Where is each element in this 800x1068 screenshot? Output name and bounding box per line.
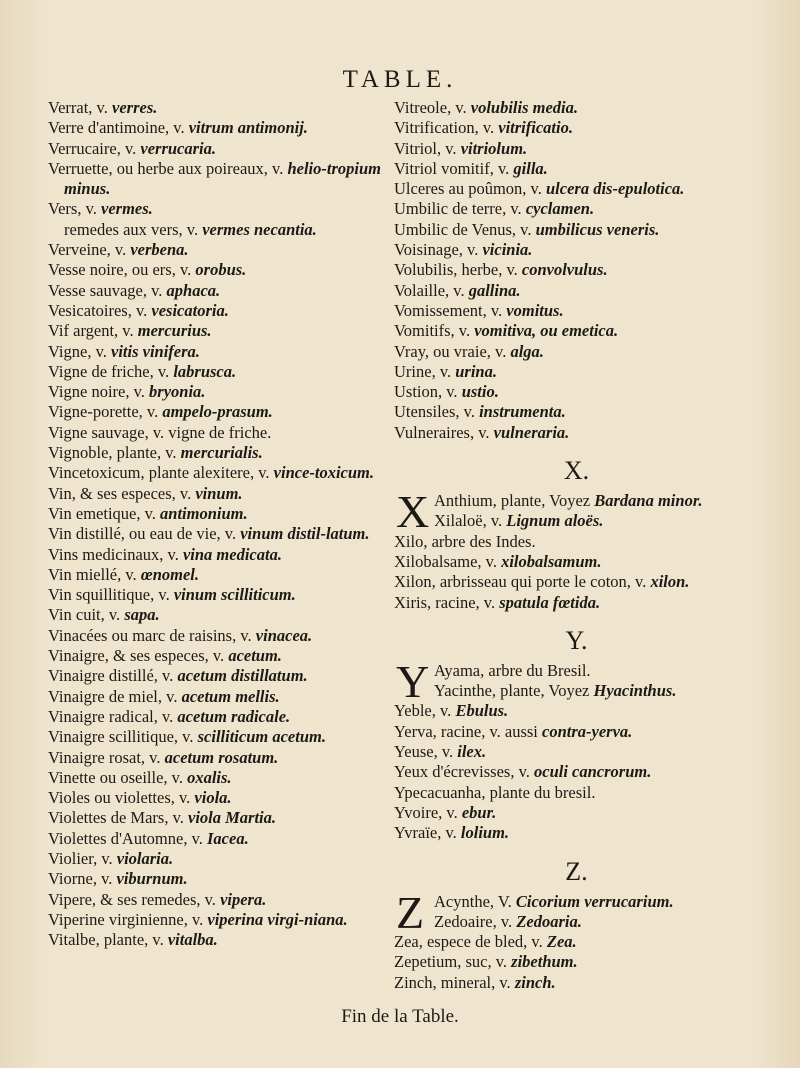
entry-text: Verruette, ou herbe aux poireaux, v. (48, 158, 288, 178)
entry-text: Vulneraires, v. (394, 422, 494, 442)
index-entry (48, 463, 388, 483)
index-entry (48, 748, 388, 768)
index-entry (434, 681, 739, 701)
entry-text: Yerva, racine, v. aussi (394, 721, 543, 741)
entry-latin-term: zinch. (514, 972, 556, 992)
entry-text: Acynthe, V. (434, 891, 516, 911)
page-title: TABLE. (342, 66, 458, 93)
entry-latin-term: vermes. (101, 199, 153, 219)
entry-text: Vigne-porette, v. (48, 402, 163, 422)
entry-latin-term: acetum rosatum. (164, 747, 279, 767)
entry-text: Zinch, mineral, v. (394, 972, 515, 992)
entry-latin-term: verrucaria. (140, 138, 217, 158)
index-entry (48, 443, 388, 463)
entry-latin-term: cyclamen. (525, 199, 595, 219)
index-entry (48, 321, 388, 341)
index-entry (394, 402, 739, 422)
index-entry (48, 220, 388, 240)
entry-latin-term: vitrum antimonij. (188, 118, 308, 138)
index-entry (394, 593, 739, 613)
entry-text: Ypecacuanha, plante du bresil. (394, 782, 596, 802)
index-entry (48, 504, 388, 524)
entry-text: Vitriol vomitif, v. (394, 158, 514, 178)
entry-latin-term: helio-tropium minus. (64, 158, 381, 199)
entry-text: Vin distillé, ou eau de vie, v. (48, 524, 241, 544)
entry-text: Yvraïe, v. (394, 823, 461, 843)
index-entry (48, 423, 388, 443)
index-entry (48, 930, 388, 950)
entry-text: Vinette ou oseille, v. (48, 767, 188, 787)
index-entry (434, 491, 739, 511)
entry-text: Viorne, v. (48, 869, 117, 889)
entry-text: Utensiles, v. (394, 402, 480, 422)
entry-text: Vin squillitique, v. (48, 585, 174, 605)
entry-text: Yeuse, v. (394, 742, 458, 762)
entry-text: Anthium, plante, Voyez (434, 491, 595, 511)
entry-text: Vincetoxicum, plante alexitere, v. (48, 463, 274, 483)
entry-latin-term: umbilicus veneris. (535, 219, 660, 239)
entry-text: Vinaigre, & ses especes, v. (48, 646, 229, 666)
entry-text: Yeble, v. (394, 701, 456, 721)
entry-latin-term: vince-toxicum. (273, 463, 375, 483)
entry-latin-term: viperina virgi-niana. (207, 909, 348, 929)
entry-latin-term: ebur. (461, 802, 497, 822)
index-entry (394, 823, 739, 843)
entry-text: Vigne noire, v. (48, 382, 150, 402)
index-entry (48, 118, 388, 138)
entry-latin-term: volubilis media. (470, 98, 578, 117)
entry-latin-term: antimonium. (160, 503, 248, 523)
index-entry (394, 159, 739, 179)
index-entry (48, 626, 388, 646)
entry-text: Volubilis, herbe, v. (394, 260, 522, 280)
index-column-left (48, 98, 388, 950)
entry-text: Violes ou violettes, v. (48, 788, 195, 808)
entry-latin-term: alga. (510, 341, 544, 361)
entry-text: Xilo, arbre des Indes. (394, 531, 536, 551)
entry-latin-term: vermes necantia. (202, 219, 317, 239)
index-entry (48, 382, 388, 402)
entry-text: Vin cuit, v. (48, 605, 125, 625)
entry-text: Vitalbe, plante, v. (48, 930, 168, 950)
section-y-entries (394, 655, 739, 844)
entry-text: Urine, v. (394, 361, 456, 381)
entry-text: Vomitifs, v. (394, 321, 475, 341)
entry-text: Ayama, arbre du Bresil. (434, 660, 591, 680)
entry-latin-term: mercurius. (137, 321, 212, 341)
index-entry (394, 742, 739, 762)
entry-latin-term: Bardana minor. (594, 491, 703, 511)
index-entry (48, 484, 388, 504)
entry-text: Zedoaire, v. (434, 911, 517, 931)
index-entry (48, 829, 388, 849)
entry-latin-term: convolvulus. (521, 260, 608, 280)
entry-latin-term: Zea. (546, 932, 577, 952)
entry-latin-term: acetum mellis. (181, 686, 280, 706)
index-entry (394, 932, 739, 952)
entry-latin-term: contra-yerva. (542, 721, 633, 741)
entry-text: Vitreole, v. (394, 98, 471, 117)
index-entry (394, 179, 739, 199)
index-column-right (394, 98, 739, 993)
index-entry (48, 910, 388, 930)
index-entry (48, 159, 388, 200)
entry-text: Vinaigre scillitique, v. (48, 727, 198, 747)
index-entry (394, 301, 739, 321)
entry-latin-term: œnomel. (140, 564, 200, 584)
entry-text: Vigne de friche, v. (48, 361, 174, 381)
entry-latin-term: vina medicata. (182, 544, 282, 564)
entry-text: Umbilic de Venus, v. (394, 219, 536, 239)
entry-text: Vipere, & ses remedes, v. (48, 889, 221, 909)
entry-text: Vin miellé, v. (48, 564, 141, 584)
index-entry (394, 783, 739, 803)
entry-latin-term: gilla. (513, 158, 548, 178)
entry-text: Umbilic de terre, v. (394, 199, 526, 219)
index-entry (48, 687, 388, 707)
index-entry (48, 869, 388, 889)
index-entry (394, 98, 739, 118)
entry-text: Vinaigre rosat, v. (48, 747, 165, 767)
entry-latin-term: acetum radicale. (177, 706, 291, 726)
index-entry (434, 912, 739, 932)
index-entry (394, 199, 739, 219)
index-entry (394, 803, 739, 823)
entry-text: Yacinthe, plante, Voyez (434, 681, 594, 701)
index-entry (394, 382, 739, 402)
entry-text: Xilon, arbrisseau qui porte le coton, v. (394, 572, 651, 592)
entry-text: Vitriol, v. (394, 138, 461, 158)
entry-text: Vignoble, plante, v. (48, 443, 181, 463)
entry-latin-term: lolium. (460, 823, 510, 843)
entry-latin-term: ampelo-prasum. (162, 402, 273, 422)
index-entry (48, 342, 388, 362)
index-entry (48, 646, 388, 666)
entry-latin-term: viola. (194, 788, 232, 808)
entry-text: Vigne sauvage, v. vigne de friche. (48, 422, 272, 442)
index-entry (394, 321, 739, 341)
entry-text: Vesse noire, ou ers, v. (48, 260, 196, 280)
entry-latin-term: bryonia. (149, 382, 206, 402)
entry-latin-term: vitrificatio. (498, 118, 573, 138)
entry-latin-term: oxalis. (187, 767, 232, 787)
index-entry (48, 281, 388, 301)
index-entry (48, 768, 388, 788)
index-entry (394, 952, 739, 972)
index-entry (434, 892, 739, 912)
index-entry (394, 572, 739, 592)
index-entry (434, 511, 739, 531)
index-entry (48, 585, 388, 605)
entry-text: Vigne, v. (48, 341, 112, 361)
entry-latin-term: acetum distillatum. (177, 666, 308, 686)
index-entry (394, 240, 739, 260)
drop-cap-letter: Y (396, 655, 430, 707)
index-entry (48, 666, 388, 686)
section-x-heading: X. (563, 456, 590, 486)
entry-text: Verveine, v. (48, 240, 131, 260)
index-entry (394, 762, 739, 782)
index-entry (48, 362, 388, 382)
entry-latin-term: vinum distil-latum. (240, 524, 370, 544)
index-entry (394, 281, 739, 301)
index-entry (394, 342, 739, 362)
drop-cap-letter: X (396, 486, 430, 538)
entry-latin-term: acetum. (228, 646, 282, 666)
entry-latin-term: ustio. (461, 382, 499, 402)
entry-latin-term: oculi cancrorum. (534, 762, 652, 782)
entry-latin-term: labrusca. (173, 361, 237, 381)
index-entry (48, 605, 388, 625)
index-entry (48, 240, 388, 260)
section-y-heading: Y. (565, 625, 588, 655)
entry-latin-term: vinacea. (255, 625, 313, 645)
entry-latin-term: gallina. (468, 280, 521, 300)
entry-text: Zea, espece de bled, v. (394, 932, 547, 952)
index-entry (394, 722, 739, 742)
entry-latin-term: ulcera dis-epulotica. (545, 179, 685, 199)
entry-text: Vers, v. (48, 199, 102, 219)
entry-latin-term: Cicorium verrucarium. (515, 891, 674, 911)
index-entry (394, 532, 739, 552)
entry-text: Vin, & ses especes, v. (48, 483, 196, 503)
entry-latin-term: Ebulus. (455, 701, 509, 721)
entry-latin-term: orobus. (195, 260, 247, 280)
entry-latin-term: instrumenta. (479, 402, 566, 422)
index-entry (434, 661, 739, 681)
entry-text: Vesicatoires, v. (48, 300, 152, 320)
entry-latin-term: viola Martia. (188, 808, 277, 828)
index-entry (48, 849, 388, 869)
entry-text: Violettes de Mars, v. (48, 808, 188, 828)
entry-text: Voisinage, v. (394, 240, 483, 260)
entry-text: Viperine virginienne, v. (48, 909, 208, 929)
index-entry (48, 139, 388, 159)
index-entry (394, 139, 739, 159)
entry-text: Verrucaire, v. (48, 138, 141, 158)
entry-latin-term: vomitus. (506, 300, 564, 320)
entry-text: Vray, ou vraie, v. (394, 341, 511, 361)
entry-latin-term: vitis vinifera. (111, 341, 200, 361)
index-entry (394, 701, 739, 721)
index-entry (394, 552, 739, 572)
entry-latin-term: vitriolum. (460, 138, 528, 158)
index-entry (48, 402, 388, 422)
drop-cap-letter: Z (396, 886, 425, 938)
entry-text: Vin emetique, v. (48, 503, 161, 523)
entry-latin-term: xilobalsamum. (501, 551, 602, 571)
entry-latin-term: mercurialis. (180, 443, 263, 463)
entry-latin-term: vicinia. (482, 240, 533, 260)
entry-latin-term: verres. (112, 98, 158, 117)
entry-latin-term: urina. (455, 361, 497, 381)
entry-text: Xilobalsame, v. (394, 551, 502, 571)
entry-latin-term: zibethum. (511, 952, 578, 972)
index-entry (48, 727, 388, 747)
entry-latin-term: spatula fœtida. (499, 592, 601, 612)
index-entry (394, 362, 739, 382)
index-entry (394, 220, 739, 240)
index-entry (48, 707, 388, 727)
entry-text: Vitrification, v. (394, 118, 499, 138)
index-entry (48, 524, 388, 544)
entry-text: Vomissement, v. (394, 300, 507, 320)
entry-latin-term: viburnum. (116, 869, 188, 889)
index-entry (48, 788, 388, 808)
entry-text: Vinaigre radical, v. (48, 706, 178, 726)
section-z-entries (394, 886, 739, 993)
entry-latin-term: vesicatoria. (151, 300, 229, 320)
entry-text: Zepetium, suc, v. (394, 952, 512, 972)
index-entry (394, 423, 739, 443)
entry-latin-term: vinum. (195, 483, 243, 503)
index-entry (394, 973, 739, 993)
index-entry (48, 260, 388, 280)
entry-latin-term: sapa. (124, 605, 160, 625)
entry-text: Yvoire, v. (394, 802, 462, 822)
entry-text: Xilaloë, v. (434, 511, 507, 531)
entry-latin-term: aphaca. (166, 280, 221, 300)
entry-latin-term: Iacea. (207, 828, 249, 848)
entry-text: Vinaigre distillé, v. (48, 666, 178, 686)
entry-latin-term: vomitiva, ou emetica. (474, 321, 619, 341)
index-entry (48, 199, 388, 219)
index-entry (48, 545, 388, 565)
section-z-heading: Z. (565, 856, 588, 886)
entry-latin-term: violaria. (116, 848, 174, 868)
index-entry (48, 301, 388, 321)
entry-latin-term: vinum scilliticum. (173, 585, 296, 605)
entry-text: remedes aux vers, v. (64, 219, 203, 239)
index-entry (48, 890, 388, 910)
entry-text: Vif argent, v. (48, 321, 138, 341)
entry-latin-term: Lignum aloës. (506, 511, 604, 531)
entry-text: Violier, v. (48, 848, 117, 868)
entry-text: Vinacées ou marc de raisins, v. (48, 625, 256, 645)
entry-text: Vinaigre de miel, v. (48, 686, 182, 706)
entry-text: Volaille, v. (394, 280, 469, 300)
entry-text: Verrat, v. (48, 98, 112, 117)
entry-text: Xiris, racine, v. (394, 592, 500, 612)
entry-latin-term: Hyacinthus. (593, 681, 677, 701)
entry-text: Vesse sauvage, v. (48, 280, 167, 300)
entry-latin-term: xilon. (650, 572, 690, 592)
entry-latin-term: vulneraria. (493, 422, 570, 442)
entry-latin-term: ilex. (457, 742, 487, 762)
index-entry (48, 565, 388, 585)
index-entry (394, 260, 739, 280)
entry-latin-term: vipera. (220, 889, 267, 909)
end-of-table-note: Fin de la Table. (341, 1006, 459, 1027)
entry-text: Verre d'antimoine, v. (48, 118, 189, 138)
entry-latin-term: Zedoaria. (516, 911, 582, 931)
index-entry (394, 118, 739, 138)
entry-text: Yeux d'écrevisses, v. (394, 762, 535, 782)
entry-text: Ulceres au poûmon, v. (394, 179, 546, 199)
index-entry (48, 808, 388, 828)
index-entry (48, 98, 388, 118)
entry-latin-term: scilliticum acetum. (197, 727, 326, 747)
entry-text: Violettes d'Automne, v. (48, 828, 208, 848)
section-x-entries (394, 486, 739, 613)
entry-text: Ustion, v. (394, 382, 462, 402)
entry-latin-term: verbena. (130, 240, 189, 260)
entry-text: Vins medicinaux, v. (48, 544, 183, 564)
entry-latin-term: vitalba. (167, 930, 218, 950)
